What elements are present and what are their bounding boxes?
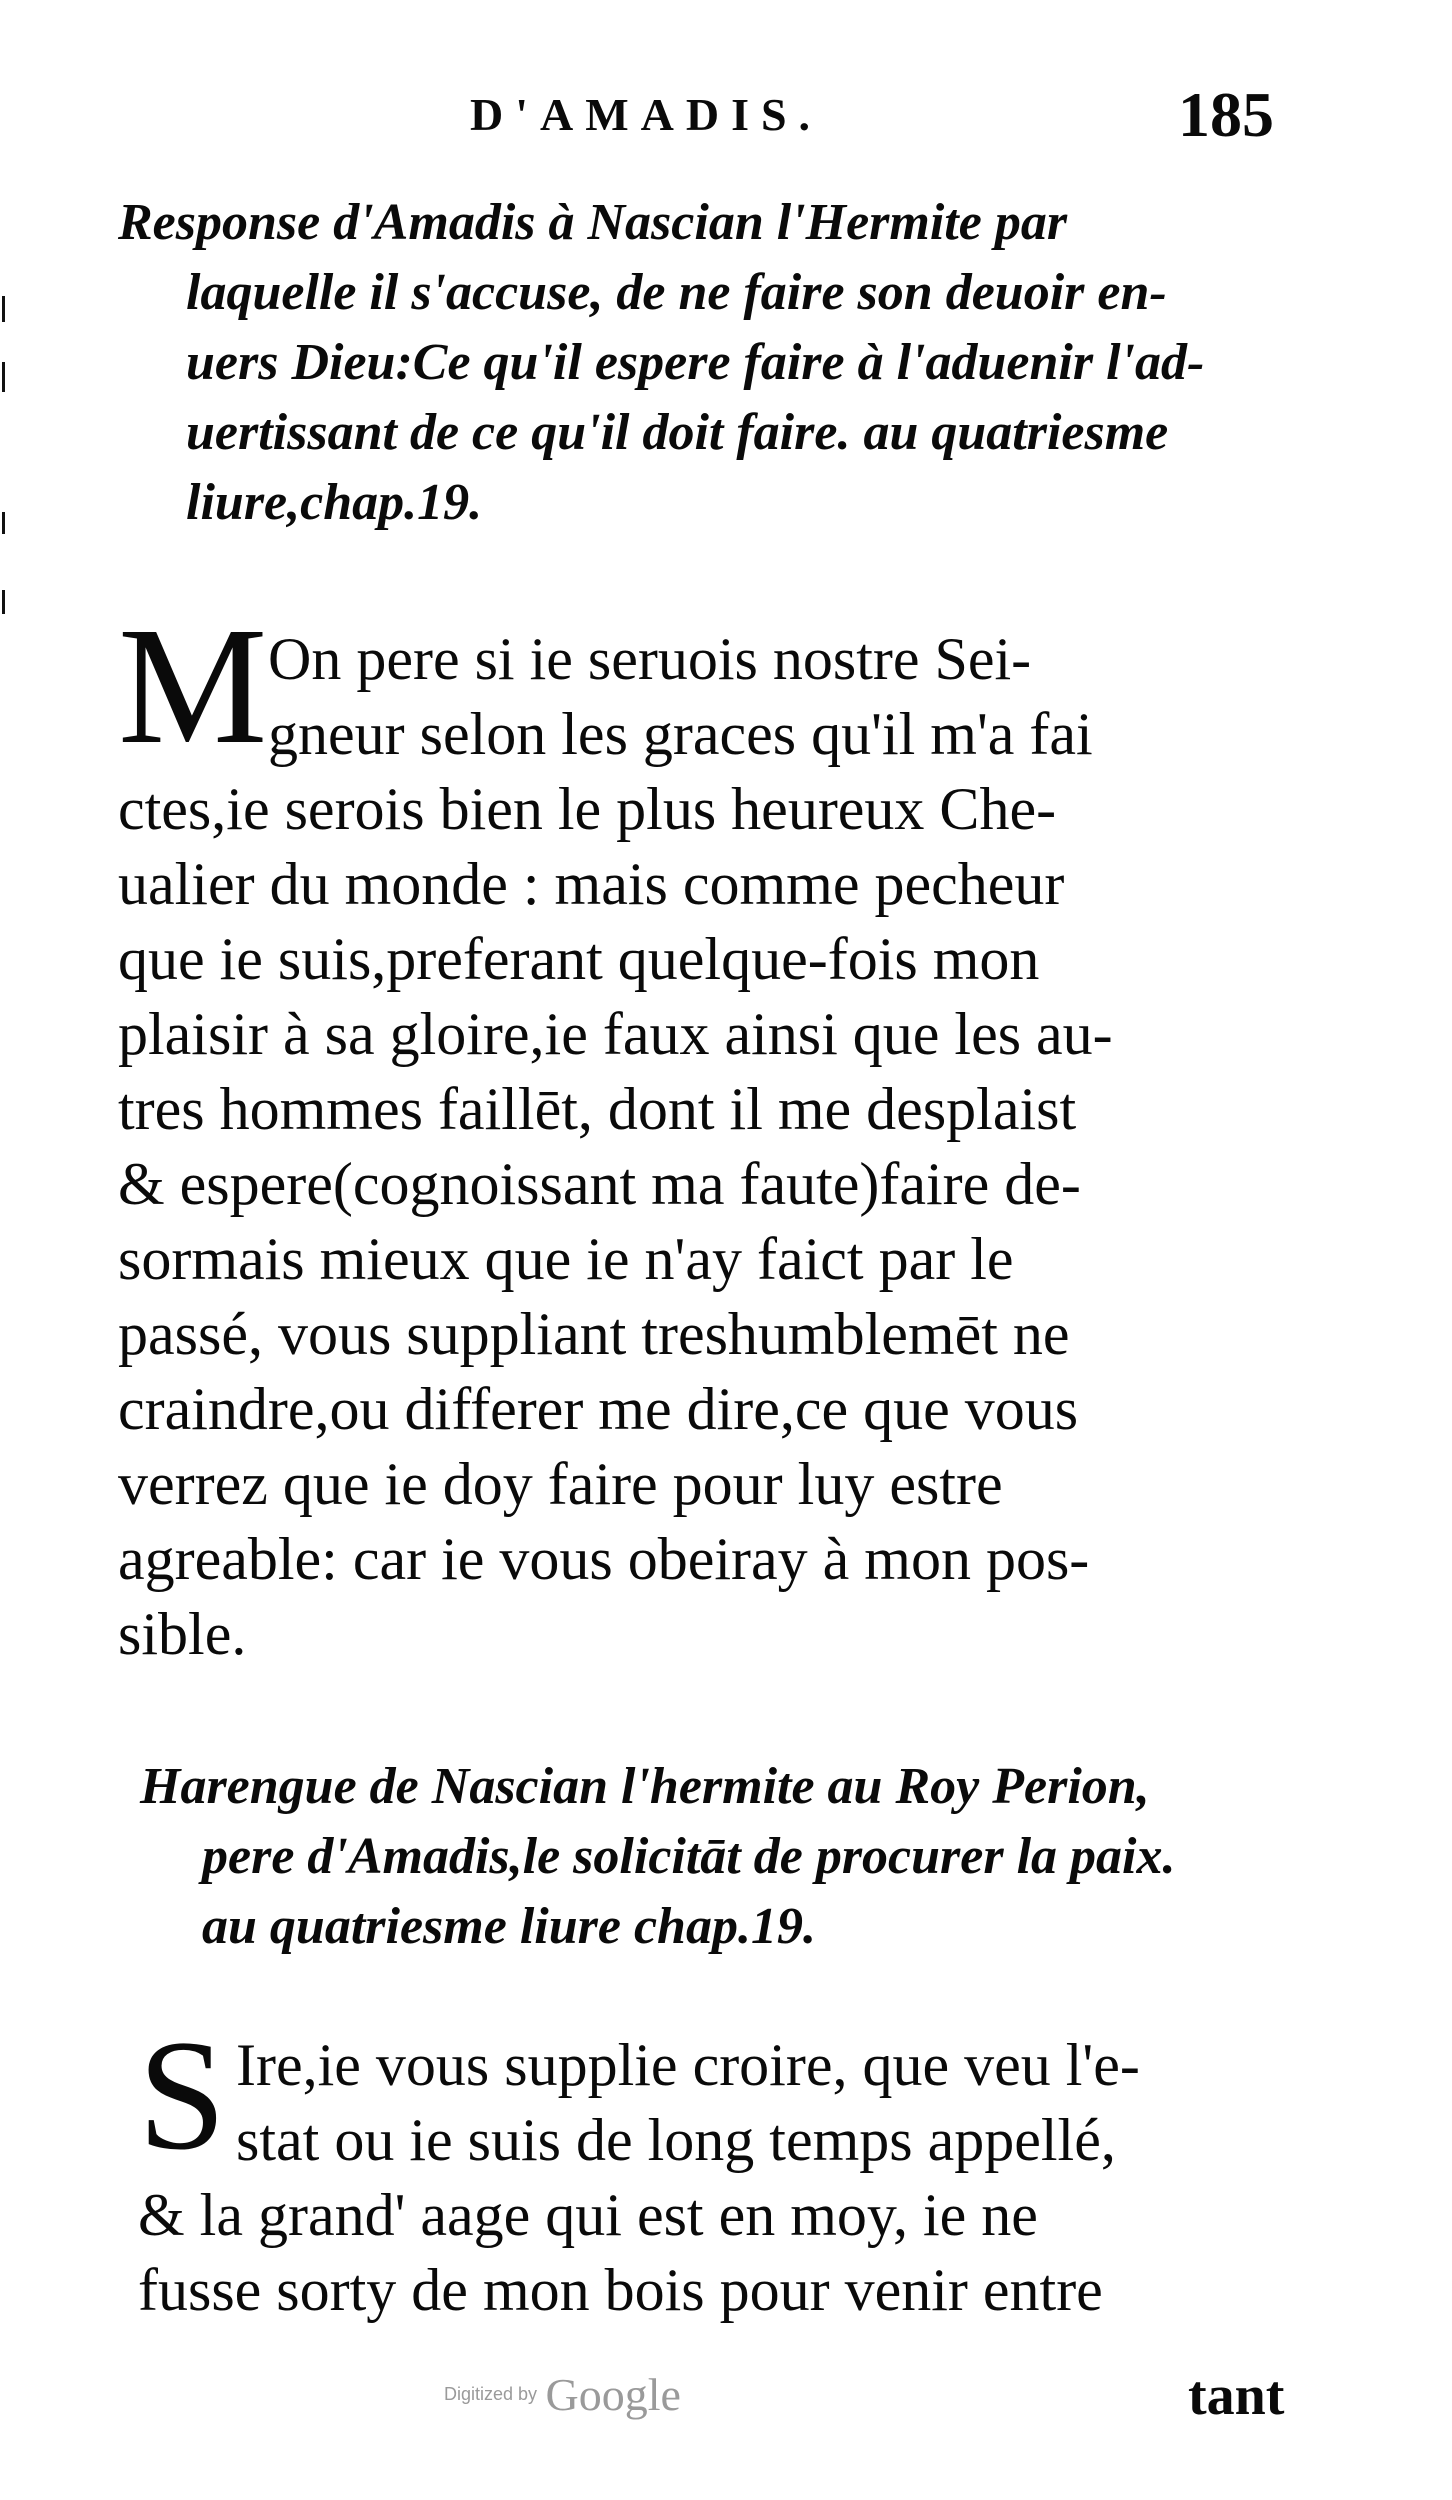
text-line: & la grand' aage qui est en moy, ie ne (138, 2182, 1038, 2248)
text-line: craindre,ou differer me dire,ce que vous (118, 1376, 1079, 1442)
google-logo: Google (545, 2369, 681, 2420)
text-line: stat ou ie suis de long temps appellé, (236, 2107, 1116, 2173)
text-line: passé, vous suppliant treshumblemēt ne (118, 1301, 1070, 1367)
rubric-line: Harengue de Nascian l'hermite au Roy Perion, (140, 1758, 1150, 1815)
text-line: agreable: car ie vous obeiray à mon pos- (118, 1526, 1090, 1592)
text-line: On pere si ie seruois nostre Sei- (268, 626, 1032, 692)
text-line: tres hommes faillēt, dont il me desplaist (118, 1076, 1077, 1142)
rubric-line: uers Dieu:Ce qu'il espere faire à l'aduenir l'ad- (186, 334, 1205, 391)
rubric-line: au quatriesme liure chap.19. (202, 1898, 816, 1955)
text-line: que ie suis,preferant quelque-fois mon (118, 926, 1040, 992)
running-title: D'AMADIS. (470, 89, 823, 140)
rubric-line: liure,chap.19. (186, 474, 483, 531)
text-line: sible. (118, 1601, 247, 1667)
paragraph (118, 593, 1113, 1672)
digitized-prefix: Digitized by (444, 2384, 538, 2404)
text-line: ctes,ie serois bien le plus heureux Che- (118, 776, 1057, 842)
margin-mark (2, 512, 5, 534)
text-line: sormais mieux que ie n'ay faict par le (118, 1226, 1014, 1292)
chapter-rubric (118, 188, 1204, 538)
chapter-rubric (140, 1752, 1176, 1962)
text-line: verrez que ie doy faire pour luy estre (118, 1451, 1003, 1517)
page-number: 185 (1178, 79, 1274, 150)
drop-capital: S (138, 2008, 226, 2183)
rubric-line: Response d'Amadis à Nascian l'Hermite par (118, 194, 1068, 251)
paragraph (138, 2008, 1140, 2328)
digitized-by-watermark (444, 2368, 681, 2421)
margin-mark (2, 362, 5, 392)
catchword: tant (1188, 2365, 1285, 2427)
text-line: plaisir à sa gloire,ie faux ainsi que les au- (118, 1001, 1113, 1067)
rubric-line: uertissant de ce qu'il doit faire. au quatriesme (186, 404, 1169, 461)
text-line: gneur selon les graces qu'il m'a fai (268, 701, 1093, 767)
text-line: fusse sorty de mon bois pour venir entre (138, 2257, 1103, 2323)
drop-capital: M (118, 593, 268, 779)
rubric-line: pere d'Amadis,le solicitāt de procurer la paix. (202, 1828, 1176, 1885)
text-line: ualier du monde : mais comme pecheur (118, 851, 1065, 917)
text-line: Ire,ie vous supplie croire, que veu l'e- (236, 2032, 1140, 2098)
text-line: & espere(cognoissant ma faute)faire de- (118, 1151, 1081, 1217)
margin-mark (2, 590, 5, 614)
rubric-line: laquelle il s'accuse, de ne faire son deuoir en- (186, 264, 1167, 321)
margin-mark (2, 296, 5, 322)
